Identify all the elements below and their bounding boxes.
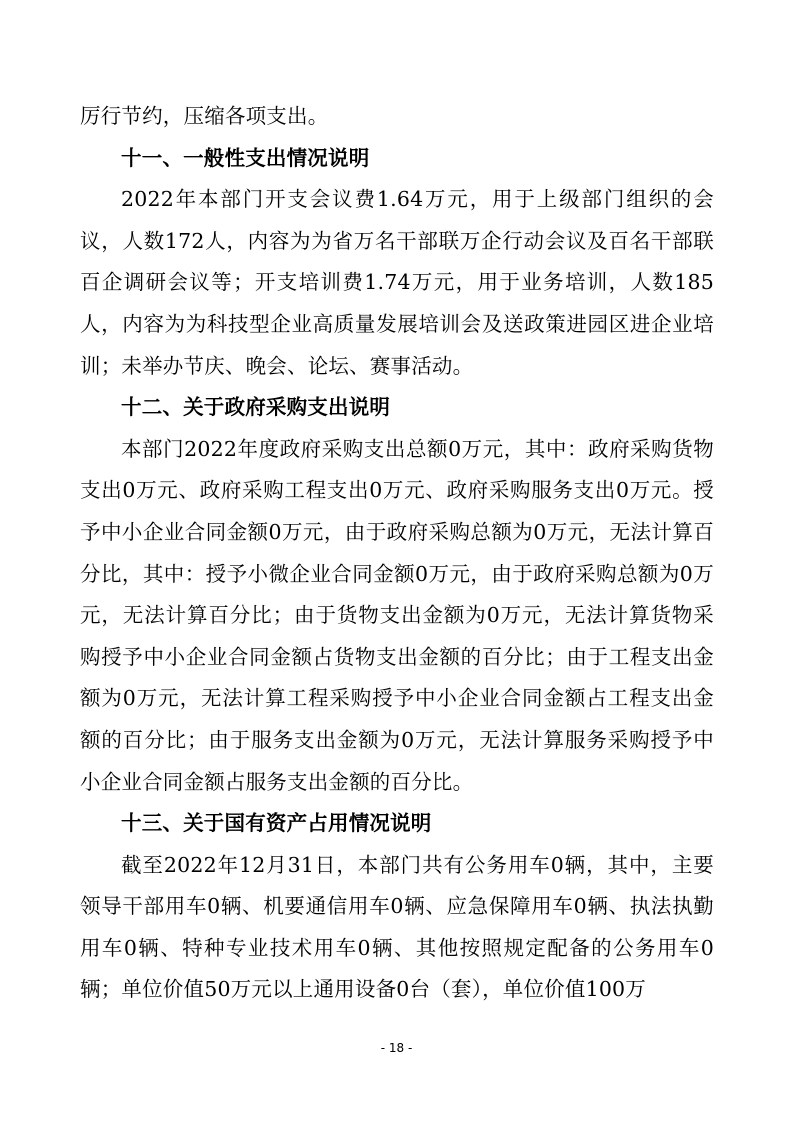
section-heading-11: 十一、一般性支出情况说明: [121, 145, 370, 170]
section-heading-13: 十三、关于国有资产占用情况说明: [121, 811, 432, 836]
section-paragraph-12: 本部门2022年度政府采购支出总额0万元，其中：政府采购货物支出0万元、政府采购工程支出0万元、政府采购服务支出0万元。授予中小企业合同金额0万元，由于政府采购总额为0万元，无法计算百分比，其中：授予小微企业合同金额0万元，由于政府采购总额为0万元，无法计算百分比；由于货物支出金额为0万元，无法计算货物采购授予中小企业合同金额占货物支出金额的百分比；由于工程支出金额为0万元，无法计算工程采购授予中小企业合同金额占工程支出金额的百分比；由于服务支出金额为0万元，无法计算服务采购授予中小企业合同金额占服务支出金额的百分比。: [80, 436, 714, 794]
section-paragraph-11: 2022年本部门开支会议费1.64万元，用于上级部门组织的会议，人数172人，内容为为省万名干部联万企行动会议及百名干部联百企调研会议等；开支培训费1.74万元，用于业务培训，人数185人，内容为为科技型企业高质量发展培训会及送政策进园区进企业培训；未举办节庆、晚会、论坛、赛事活动。: [80, 187, 714, 378]
section-paragraph-13: 截至2022年12月31日，本部门共有公务用车0辆，其中，主要领导干部用车0辆、机要通信用车0辆、应急保障用车0辆、执法执勤用车0辆、特种专业技术用车0辆、其他按照规定配备的公务用车0辆；单位价值50万元以上通用设备0台（套），单位价值100万: [80, 852, 714, 1002]
document-page: [80, 96, 714, 1011]
section-heading-12: 十二、关于政府采购支出说明: [121, 395, 391, 420]
continuation-paragraph: 厉行节约，压缩各项支出。: [80, 104, 329, 128]
page-number: - 18 -: [380, 1041, 413, 1055]
